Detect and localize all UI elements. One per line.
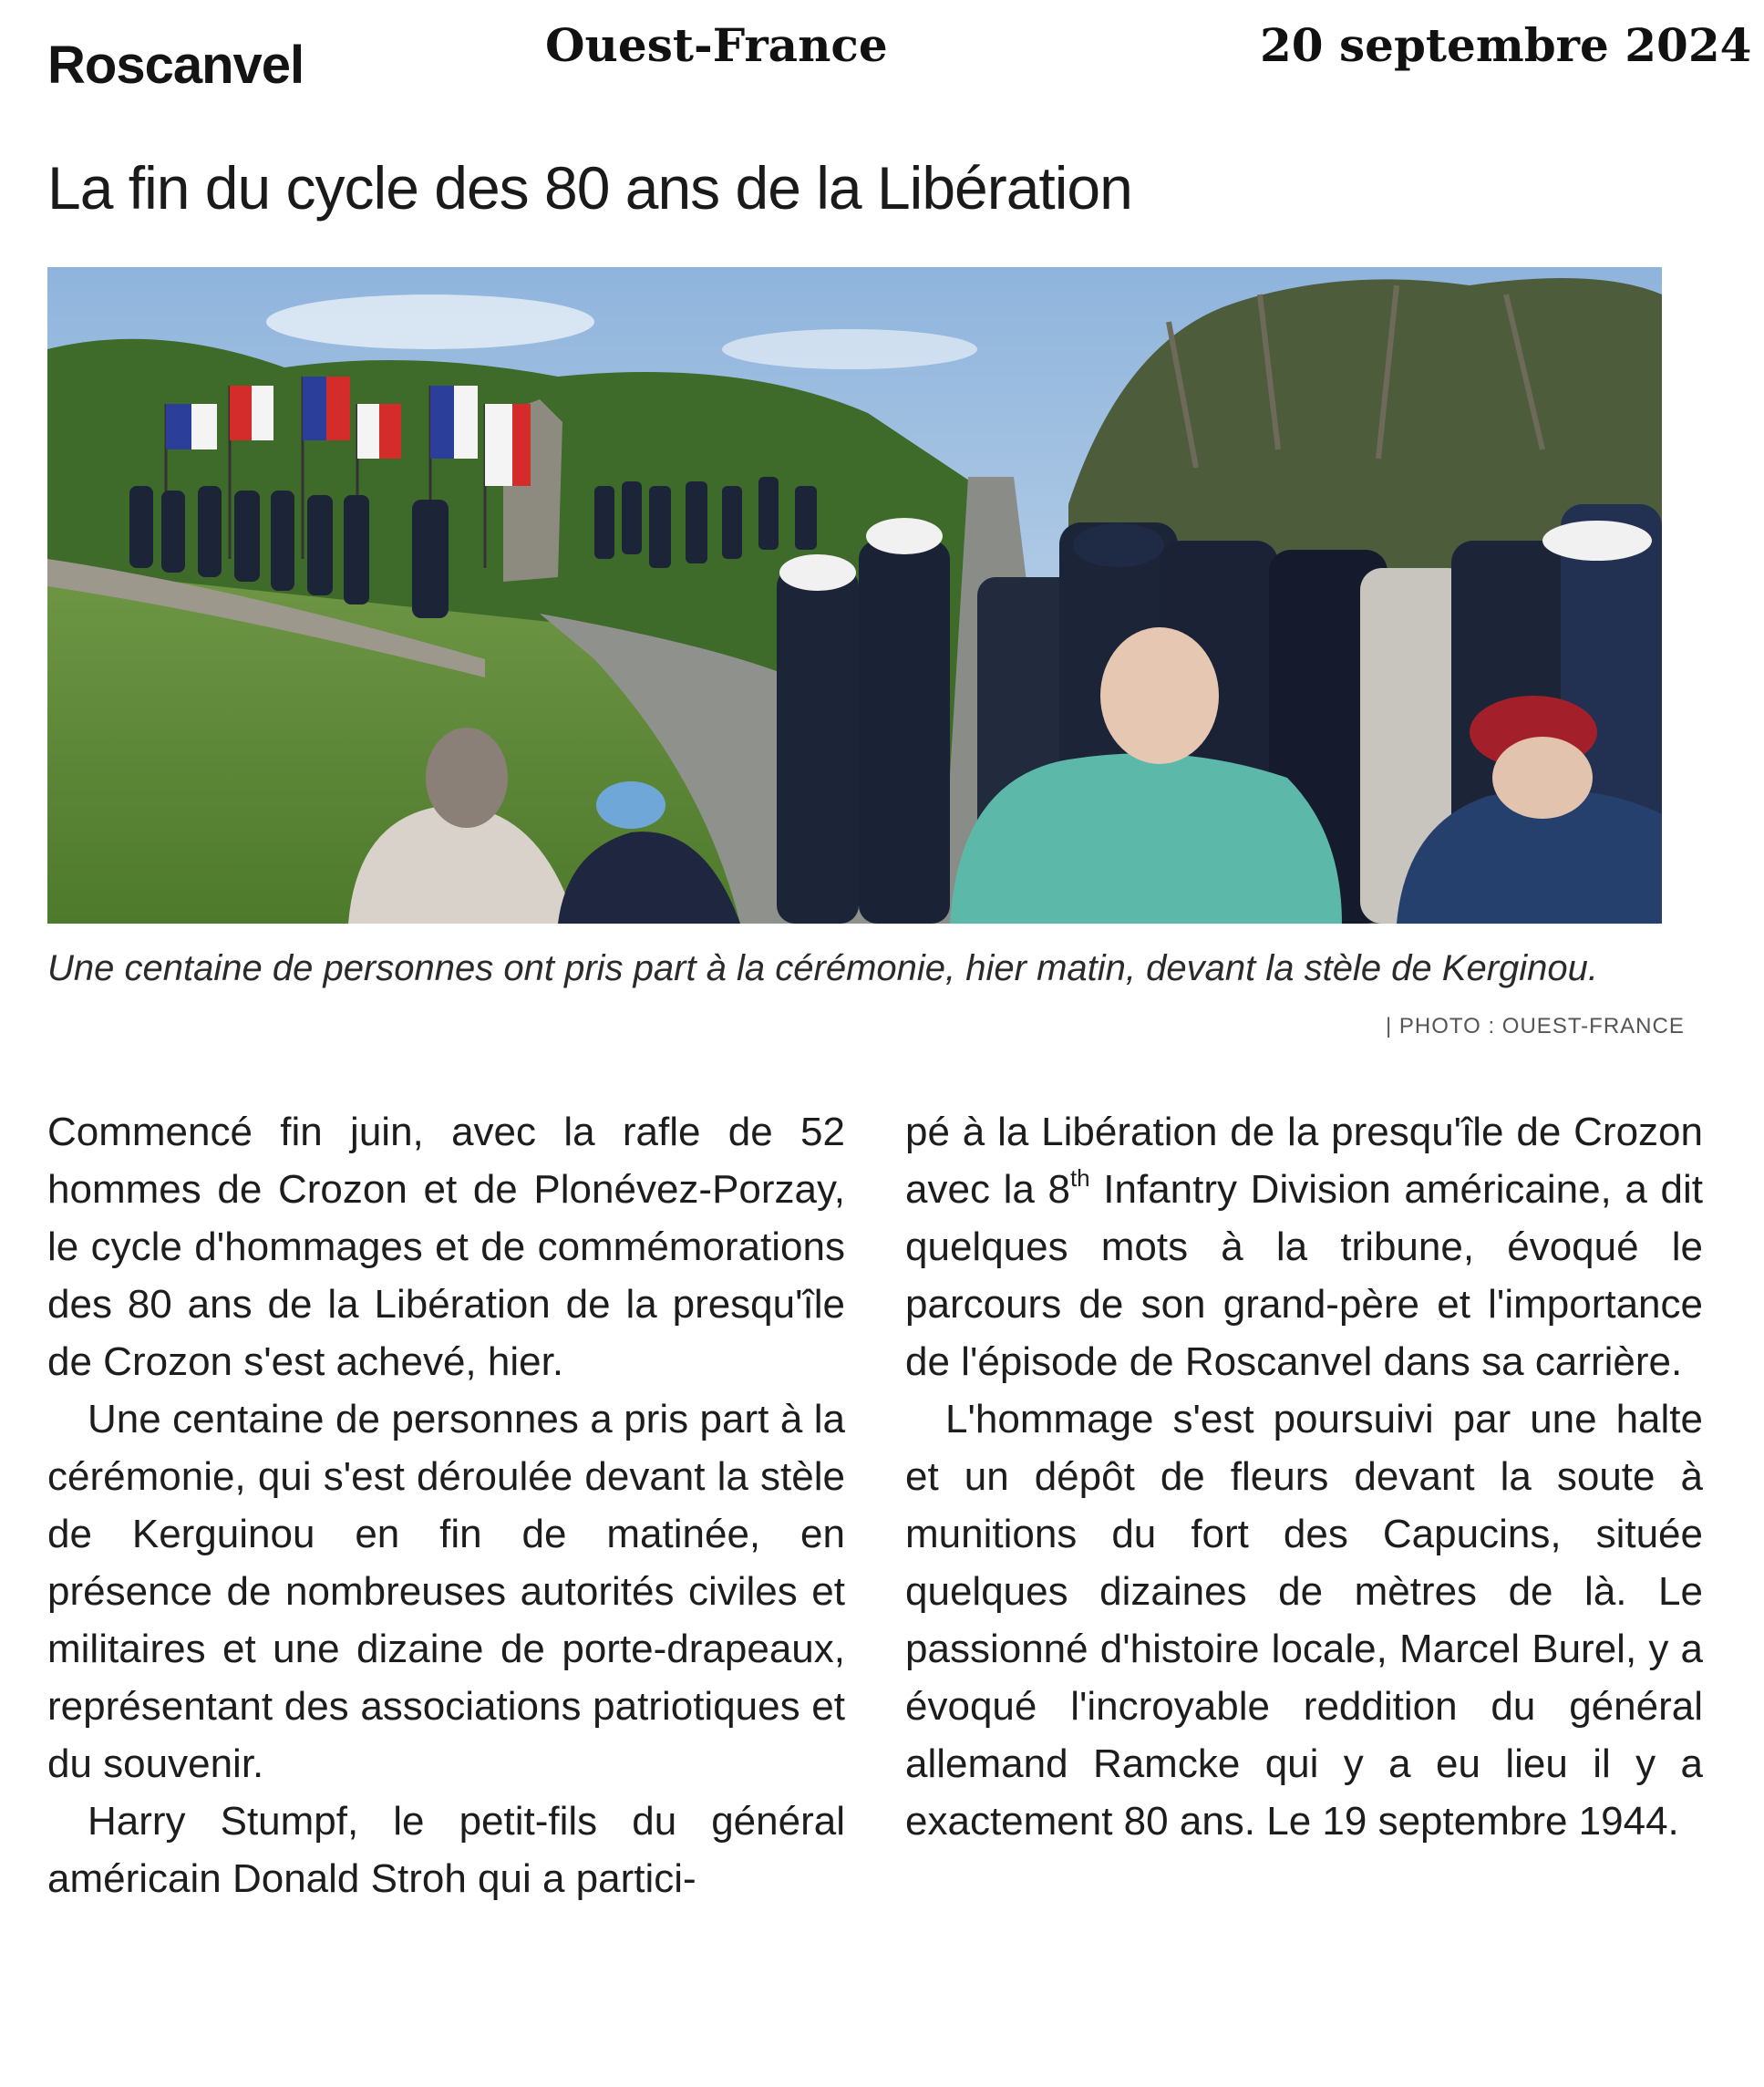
article-headline: La fin du cycle des 80 ans de la Libération <box>47 154 1132 222</box>
paragraph-3-continued <box>905 1103 1703 1390</box>
paragraph-3-continued-start: pé à la Libération de la presqu'île de Crozon avec la 8 <box>905 1110 1703 1212</box>
paragraph-1: Commencé fin juin, avec la rafle de 52 hommes de Crozon et de Plonévez-Porzay, le cycle d'hommages et de commémorations des 80 ans de la Libération de la presqu'île de Crozon s'est achevé, hier. <box>47 1110 845 1384</box>
article-column-2 <box>905 1103 1703 1850</box>
article-photo <box>47 267 1662 924</box>
newspaper-name: Ouest-France <box>545 18 888 72</box>
ordinal-suffix: th <box>1069 1164 1090 1192</box>
paragraph-3-continued-end: Infantry Division américaine, a dit quelques mots à la tribune, évoqué le parcours de son grand-père et l'importance de l'épisode de Roscanvel dans sa carrière. <box>905 1167 1704 1384</box>
publication-date: 20 septembre 2024 <box>1260 18 1752 72</box>
paragraph-2: Une centaine de personnes a pris part à la cérémonie, qui s'est déroulée devant la stèle de Kerguinou en fin de matinée, en présence de nombreuses autorités civiles et militaires et une dizaine de porte-drapeaux, représentant des associations patriotiques et du souvenir. <box>47 1397 845 1786</box>
article-column-1 <box>47 1103 845 1907</box>
paragraph-4: L'hommage s'est poursuivi par une halte et un dépôt de fleurs devant la soute à munitions du fort des Capucins, située quelques dizaines de mètres de là. Le passionné d'histoire locale, Marcel Burel, y a évoqué l'incroyable reddition du général allemand Ramcke qui y a eu lieu il y a exactement 80 ans. Le 19 septembre 1944. <box>905 1397 1703 1844</box>
photo-credit: | PHOTO : OUEST-FRANCE <box>1386 1014 1685 1038</box>
photo-caption: Une centaine de personnes ont pris part à la cérémonie, hier matin, devant la stèle de Kerginou. <box>47 948 1599 988</box>
ceremony-photo-illustration <box>47 267 1662 924</box>
section-title: Roscanvel <box>47 36 304 95</box>
paragraph-3: Harry Stumpf, le petit-fils du général américain Donald Stroh qui a partici- <box>47 1799 845 1901</box>
